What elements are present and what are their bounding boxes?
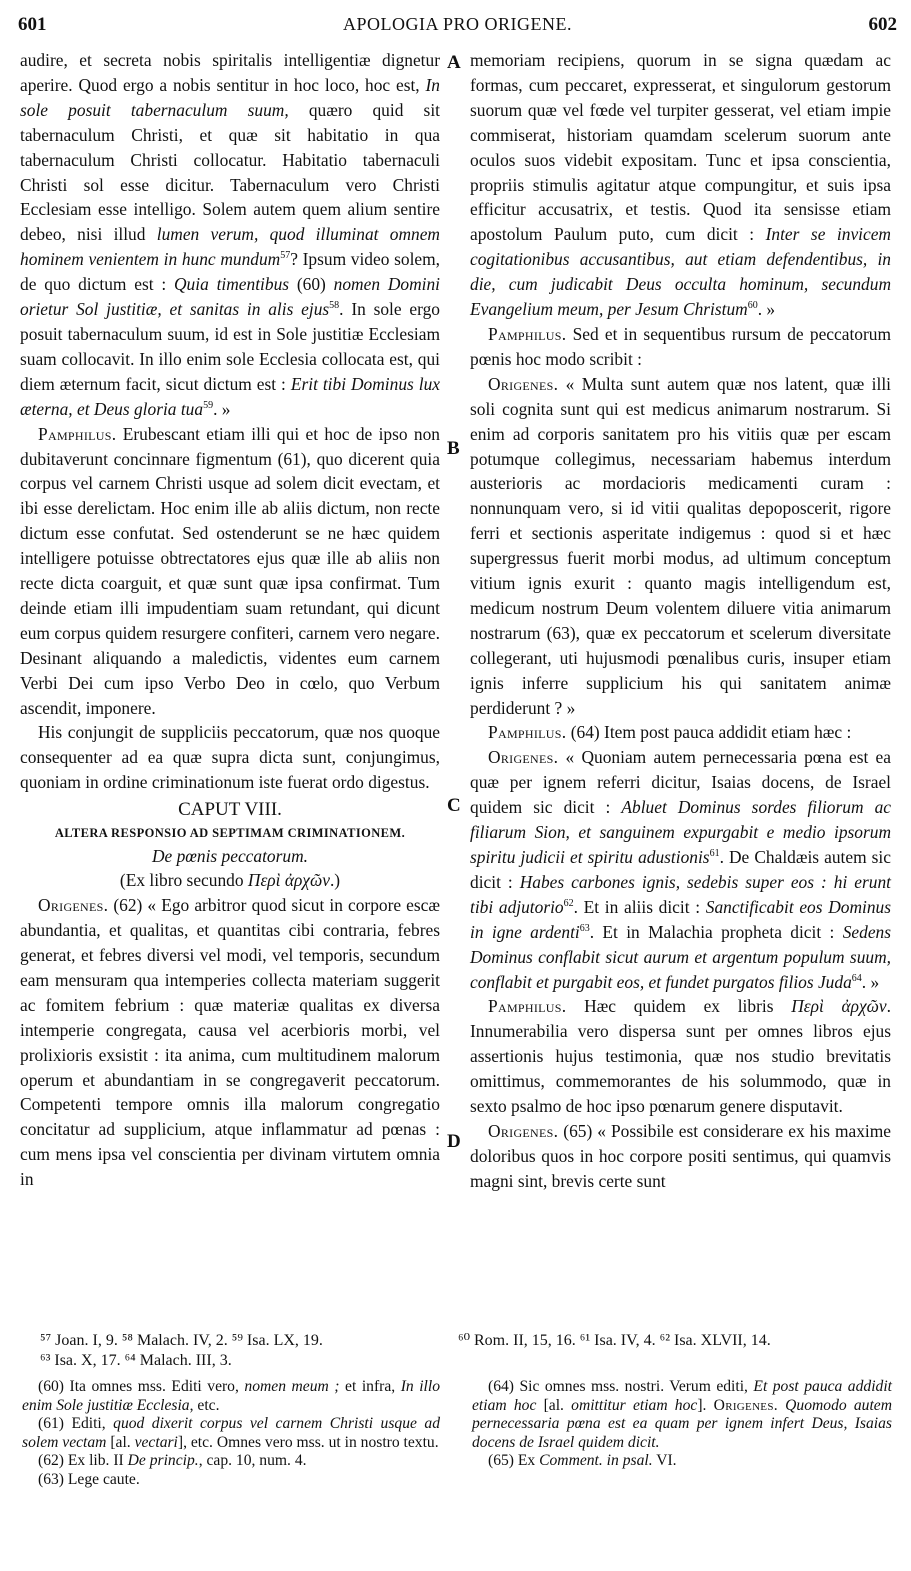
left-paragraph-4: Origenes. (62) « Ego arbitror quod sicut in corpore escæ abundantia, et qualitas, et quantitas cibi contraria, febres generat, et febres diversi vel modi, vel temporis, secundum eam mensuram qua intemperies collecta materiam suggerit ac fomitem febrium : quæ materiæ qualitas ex diversa intemperie congregata, causa vel acerbioris morbi, vel prolixioris exsistit : ita anima, cum multitudinem malorum operum et abundantiam in se congregaverit peccatorum. Competenti tempore omnis illa malorum congregatio concitatur ad supplicium, atque inflammatur ad pœnas : cum mens ipsa vel conscientia per divinam virtutem omnia in — [20, 895, 440, 1190]
right-paragraph-1: memoriam recipiens, quorum in se signa quædam ac formas, cum peccaret, expresserat, et singulorum gestorum suorum quæ vel fœde vel turpiter gesserat, vel etiam impie commiserat, historiam quamdam scelerum suorum ante oculos suos videbit expositam. Tunc et ipsa conscientia, propriis stimulis agitatur atque compungitur, et suis ipsa efficitur accusatrix, et testis. Quod ita sensisse etiam apostolum Paulum puto, cum dicit : Inter se invicem cogitationibus accusantibus, aut etiam defendentibus, in die, cum judicabit Deus occulta hominum, secundum Evangelium meum, per Jesum Christum$^{60}$. » — [470, 50, 891, 320]
right-column — [470, 48, 891, 1194]
chapter-topic: De pœnis peccatorum. — [151, 846, 308, 867]
right-paragraph-6: Pamphilus. Hæc quidem ex libris Περὶ ἀρχῶν. Innumerabilia vero dispersa sunt per omnes libros ejus assertionis hujus testimonia, quæ nos studio brevitatis omittimus, commemorantes de his solummodo, quæ in sexto psalmo de hoc ipso pœnarum genere disputavit. — [470, 996, 891, 1117]
left-page-number: 601 — [18, 14, 47, 35]
right-paragraph-5: Origenes. « Quoniam autem pernecessaria pœna est ea quæ per ignem referri dicitur, Isaias docens, de Israel quidem sic dicit : Abluet Dominus sordes filiorum ac filiarum Sion, et sanguinem expurgabit e medio ipsorum spiritu judicii et spiritu adustionis$^{61}$. De Chaldæis autem sic dicit : Habes carbones ignis, sedebis super eos : hi erunt tibi adjutorio$^{62}$. Et in aliis dicit : Sanctificabit eos Dominus in igne ardenti$^{63}$. Et in Malachia propheta dicit : Sedens Dominus conflabit sicut aurum et argentum populum suum, conflabit et purgabit eos, et fundet purgatos filios Juda$^{64}$. » — [470, 747, 891, 992]
left-paragraph-3: His conjungit de suppliciis peccatorum, quæ nos quoque consequenter ad ea quæ supra dicta sunt, conjungimus, quoniam in ordine criminationum iste fuerat ordo digestus. — [20, 722, 440, 793]
right-paragraph-3: Origenes. « Multa sunt autem quæ nos latent, quæ illi soli cognita sunt qui est medicus animarum nostrarum. Si enim ad corporis sanitatem pro his vitiis quæ per escam potumque collegimus, necessariam habemus interdum austerioris ac mordacioris medicamenti curam : nonnunquam vero, si id vitii qualitas depoposcerit, rigore ferri et sectionis asperitate indigemus : quod si et hæc supergressus fuerit morbi modus, ad ultimum conceptum vitium ignis exurit : quanto magis intelligendum est, medicum nostrum Deum volentem diluere vitia animarum nostrarum (63), quæ ex peccatorum et scelerum diversitate collegerant, uti hujusmodi pœnalibus curis, insuper etiam ignis inferre supplicium his qui sanitatem animæ perdiderunt ? » — [470, 373, 891, 718]
speaker-label: Origenes. — [38, 895, 109, 916]
right-paragraph-7: Origenes. (65) « Possibile est considerare ex his maxime doloribus quos in hoc corpore positi sentimus, qui quamvis magni sint, brevis certe sunt — [470, 1120, 891, 1191]
footnote-62: (62) Ex lib. II De princip., cap. 10, num. 4. — [38, 1452, 307, 1469]
speaker-label: Origenes. — [488, 1120, 559, 1141]
footnote-63: (63) Lege caute. — [38, 1470, 140, 1488]
ref-line: ⁶³ Isa. X, 17. ⁶⁴ Malach. III, 3. — [40, 1352, 232, 1369]
right-paragraph-2: Pamphilus. Sed et in sequentibus rursum de peccatorum pœnis hoc modo scribit : — [470, 323, 891, 369]
chapter-heading: CAPUT VIII. — [178, 799, 282, 821]
chapter-subtitle: ALTERA RESPONSIO AD SEPTIMAM CRIMINATIONEM. — [54, 826, 406, 841]
footnote-65: (65) Ex Comment. in psal. VI. — [488, 1452, 677, 1469]
footnote-61: (61) Editi, quod dixerit corpus vel carnem Christi usque ad solem vectam [al. vectari], etc. Omnes vero mss. ut in nostro textu. — [22, 1415, 440, 1451]
left-scripture-refs — [40, 1331, 440, 1371]
footnote-64: (64) Sic omnes mss. nostri. Verum editi, Et post pauca addidit etiam hoc [al. omittitur etiam hoc]. Origenes. Quomodo autem pernecessaria pœna est ea quam per ignem infert Deus, Isaias docens de Israel quidem dicit. — [472, 1378, 892, 1451]
section-marker-a: A — [447, 52, 461, 73]
ref-line: ⁵⁷ Joan. I, 9. ⁵⁸ Malach. IV, 2. ⁵⁹ Isa. LX, 19. — [40, 1332, 323, 1349]
right-footnotes — [472, 1378, 892, 1471]
speaker-label: Origenes. — [488, 747, 559, 768]
page-header — [18, 14, 897, 42]
left-paragraph-2: Pamphilus. Erubescant etiam illi qui et hoc de ipso non dubitaverunt concinnare figmentum (61), quo dicerent quia corpus vel carnem Christi usque ad solem dicit evectam, et ibi esse derelictam. Hoc enim ille ab aliis dictum, non recte dictum esse confutat. Sed ostenderunt se ne hæc quidem intelligere potuisse obtrectatores ejus quæ ille ab aliis non recte dicta coarguit, et quæ sunt quæ ipsa confirmat. Tum deinde etiam illi impudentiam suam retundant, qui dicunt eum corpus quidem resurgere confiteri, carnem vero negare. Desinant aliquando a maledictis, videntes eum carnem Verbi Dei cum ipso Verbo Deo in cœlo, quo Verbum ascendit, imponere. — [20, 423, 440, 718]
right-paragraph-4: Pamphilus. (64) Item post pauca addidit etiam hæc : — [488, 722, 852, 743]
chapter-source: (Ex libro secundo Περὶ ἀρχῶν.) — [119, 870, 341, 891]
speaker-label: Pamphilus. — [488, 722, 567, 743]
speaker-label: Origenes. — [488, 373, 559, 394]
section-marker-d: D — [447, 1131, 461, 1152]
left-footnotes — [22, 1378, 440, 1489]
speaker-label: Pamphilus. — [488, 996, 567, 1017]
ref-line: ⁶⁰ Rom. II, 15, 16. ⁶¹ Isa. IV, 4. ⁶² Isa. XLVII, 14. — [458, 1332, 771, 1349]
footnote-60: (60) Ita omnes mss. Editi vero, nomen meum ; et infra, In illo enim Sole justitiæ Ecclesia, etc. — [22, 1378, 441, 1414]
section-marker-b: B — [447, 438, 460, 459]
left-paragraph-1: audire, et secreta nobis spiritalis intelligentiæ dignetur aperire. Quod ergo a nobis sentitur in hoc loco, hoc est, In sole posuit tabernaculum suum, quæro quid sit tabernaculum Christi, et quæ sit habitatio in qua tabernaculum Christi collocatur. Habitatio tabernaculi Christi sol esse dicitur. Tabernaculum vero Christi Ecclesiam esse intelligo. Solem autem quem alium sentire debeo, nisi illud lumen verum, quod illuminat omnem hominem venientem in hunc mundum$^{57}$? Ipsum video solem, de quo dictum est : Quia timentibus (60) nomen Domini orietur Sol justitiæ, et sanitas in alis ejus$^{58}$. In sole ergo posuit tabernaculum suum, id est in Sole justitiæ Ecclesiam suam collocavit. In illo enim sole Ecclesia collocata est, qui diem æternum facit, sicut dictum est : Erit tibi Dominus lux æterna, et Deus gloria tua$^{59}$. » — [20, 50, 440, 419]
speaker-label: Pamphilus. — [38, 423, 117, 444]
section-marker-c: C — [447, 795, 461, 816]
right-scripture-refs — [458, 1331, 898, 1351]
running-title: APOLOGIA PRO ORIGENE. — [342, 14, 572, 34]
left-column — [20, 48, 440, 1192]
right-page-number: 602 — [868, 14, 897, 35]
speaker-label: Pamphilus. — [488, 323, 567, 344]
